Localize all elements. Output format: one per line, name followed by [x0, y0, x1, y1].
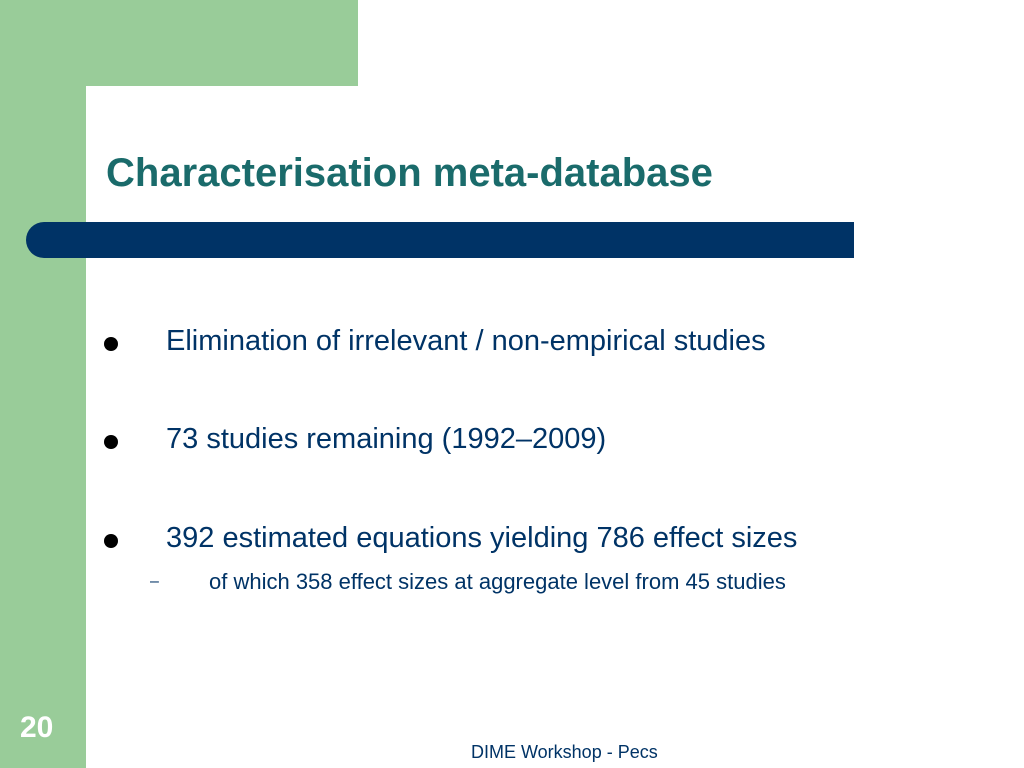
title-underline-bar: [26, 222, 854, 258]
top-corner-decoration: [0, 0, 358, 86]
sub-bullet-text: of which 358 effect sizes at aggregate level from 45 studies: [209, 569, 786, 594]
bullet-text: 392 estimated equations yielding 786 effect sizes: [166, 522, 798, 554]
sidebar-decoration: [0, 0, 86, 768]
bullet-dot-icon: [104, 337, 118, 351]
bullet-text: 73 studies remaining (1992–2009): [166, 423, 607, 455]
bullet-dot-icon: [104, 534, 118, 548]
bullet-dot-icon: [104, 435, 118, 449]
slide-title: Characterisation meta-database: [106, 151, 713, 195]
sub-bullet-dash-icon: –: [150, 573, 159, 590]
bullet-text: Elimination of irrelevant / non-empirical studies: [166, 325, 766, 357]
slide-number: 20: [20, 711, 54, 744]
footer-text: DIME Workshop - Pecs: [471, 742, 658, 762]
